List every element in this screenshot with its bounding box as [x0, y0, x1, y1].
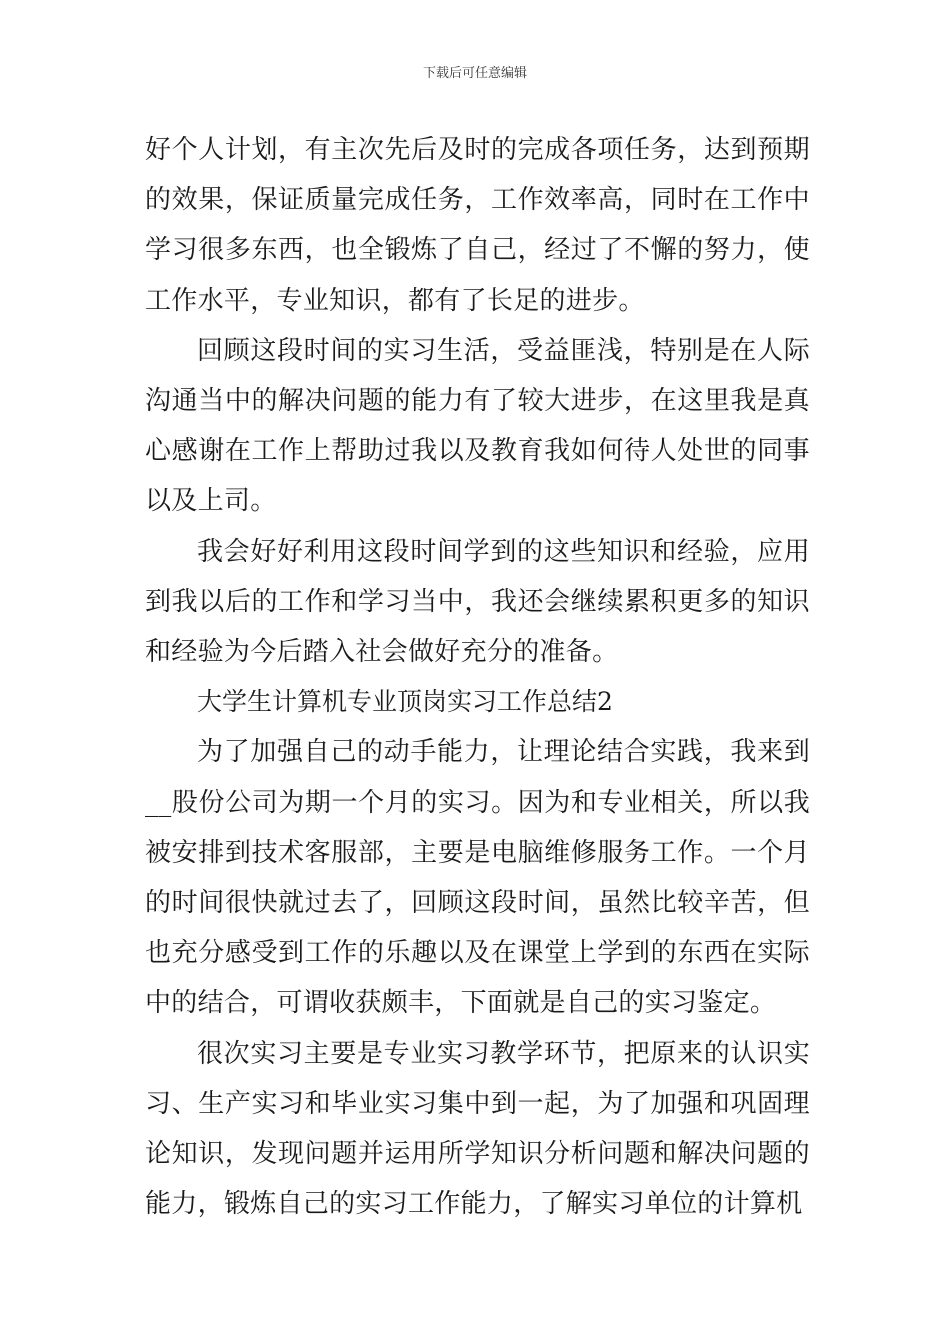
page-header: 下载后可任意编辑 [422, 66, 527, 81]
paragraph-3: 我会好好利用这段时间学到的这些知识和经验，应用到我以后的工作和学习当中，我还会继续累积更多的知识和经验为今后踏入社会做好充分的准备。 [145, 536, 810, 668]
paragraph-1: 好个人计划，有主次先后及时的完成各项任务，达到预期的效果，保证质量完成任务，工作效率高，同时在工作中学习很多东西，也全锻炼了自己，经过了不懈的努力，使工作水平，专业知识，都有了长足的进步。 [145, 135, 810, 316]
document-body [145, 125, 810, 1229]
paragraph-4: 为了加强自己的动手能力，让理论结合实践，我来到__股份公司为期一个月的实习。因为和专业相关，所以我被安排到技术客服部，主要是电脑维修服务工作。一个月的时间很快就过去了，回顾这段时间，虽然比较辛苦，但也充分感受到工作的乐趣以及在课堂上学到的东西在实际中的结合，可谓收获颇丰，下面就是自己的实习鉴定。 [145, 737, 810, 1019]
paragraph-2: 回顾这段时间的实习生活，受益匪浅，特别是在人际沟通当中的解决问题的能力有了较大进步，在这里我是真心感谢在工作上帮助过我以及教育我如何待人处世的同事以及上司。 [145, 335, 810, 517]
section-title: 大学生计算机专业顶岗实习工作总结2 [197, 687, 613, 717]
paragraph-5: 很次实习主要是专业实习教学环节，把原来的认识实习、生产实习和毕业实习集中到一起，为了加强和巩固理论知识，发现问题并运用所学知识分析问题和解决问题的能力，锻炼自己的实习工作能力，了解实习单位的计算机 [145, 1038, 810, 1220]
